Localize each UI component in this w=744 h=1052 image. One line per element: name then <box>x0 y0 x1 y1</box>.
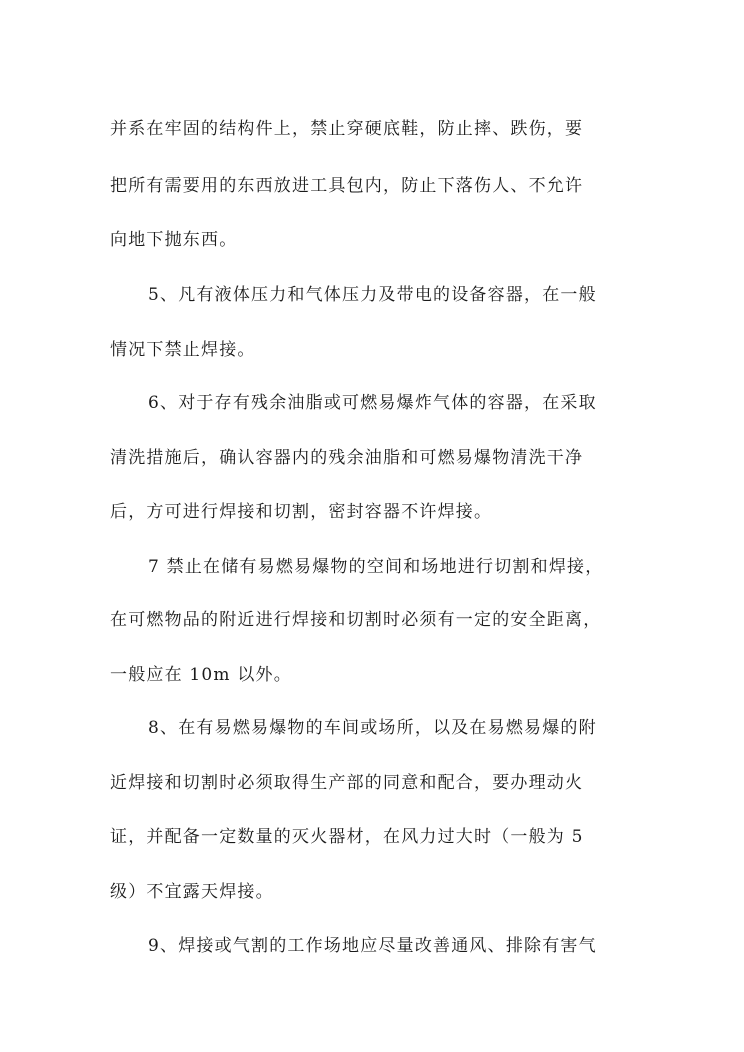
paragraph-6-line: 6、对于存有残余油脂或可燃易爆炸气体的容器，在采取 <box>148 393 597 413</box>
text-line: 一般应在 10m 以外。 <box>110 665 292 685</box>
text-line: 向地下抛东西。 <box>110 230 238 250</box>
text-line: 后，方可进行焊接和切割，密封容器不许焊接。 <box>110 502 493 522</box>
paragraph-7-line: 7 禁止在储有易燃易爆物的空间和场地进行切割和焊接， <box>148 557 604 577</box>
text-line: 清洗措施后，确认容器内的残余油脂和可燃易爆物清洗干净 <box>110 448 584 468</box>
text-line: 把所有需要用的东西放进工具包内，防止下落伤人、不允许 <box>110 176 584 196</box>
text-line: 在可燃物品的附近进行焊接和切割时必须有一定的安全距离， <box>110 610 602 630</box>
paragraph-5-line: 5、凡有液体压力和气体压力及带电的设备容器，在一般 <box>148 285 597 305</box>
text-line: 级）不宜露天焊接。 <box>110 882 274 902</box>
text-line: 并系在牢固的结构件上，禁止穿硬底鞋，防止摔、跌伤，要 <box>110 119 584 139</box>
text-line: 证，并配备一定数量的灭火器材，在风力过大时（一般为 5 <box>110 827 584 847</box>
paragraph-9-line: 9、焊接或气割的工作场地应尽量改善通风、排除有害气 <box>148 936 597 956</box>
text-line: 近焊接和切割时必须取得生产部的同意和配合，要办理动火 <box>110 773 584 793</box>
paragraph-8-line: 8、在有易燃易爆物的车间或场所，以及在易燃易爆的附 <box>148 718 597 738</box>
text-line: 情况下禁止焊接。 <box>110 340 256 360</box>
